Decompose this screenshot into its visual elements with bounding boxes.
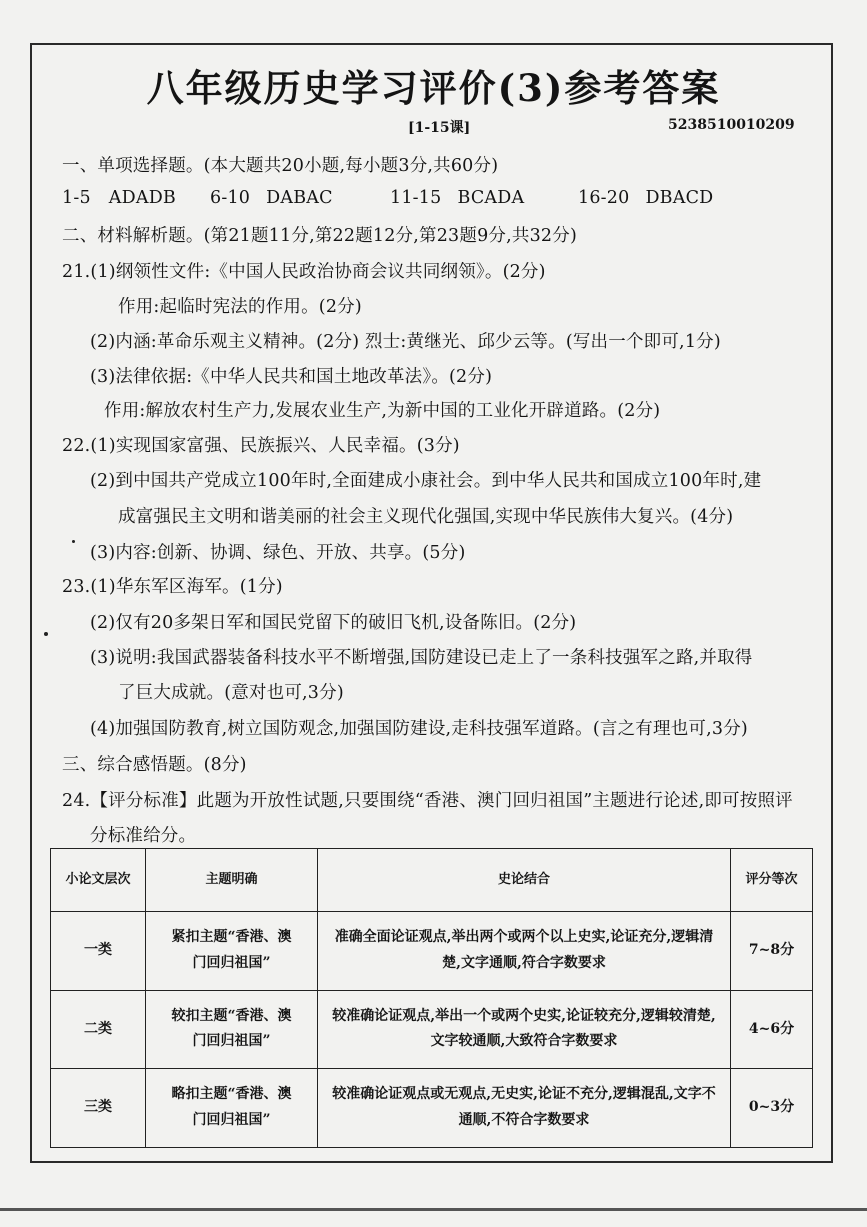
answer-range-4: 16-20 DBACD xyxy=(578,188,714,208)
evidence-cell: 较准确论证观点,举出一个或两个史实,论证较充分,逻辑较清楚,文字较通顺,大致符合字数要求 xyxy=(318,990,731,1069)
q22-part1: 22.(1)实现国家富强、民族振兴、人民幸福。(3分) xyxy=(62,436,460,456)
level-cell: 一类 xyxy=(51,912,146,991)
q22-part2-line1: (2)到中国共产党成立100年时,全面建成小康社会。到中华人民共和国成立100年时,建 xyxy=(90,471,762,491)
answer-range-3: 11-15 BCADA xyxy=(390,188,525,208)
q24-line1: 24.【评分标准】此题为开放性试题,只要围绕“香港、澳门回归祖国”主题进行论述,即可按照评 xyxy=(62,791,793,811)
theme-cell: 紧扣主题“香港、澳门回归祖国” xyxy=(146,912,318,991)
q21-part3: (3)法律依据:《中华人民共和国土地改革法》。(2分) xyxy=(90,367,493,387)
answer-range-1: 1-5 ADADB xyxy=(62,188,176,208)
q22-part2-line2: 成富强民主文明和谐美丽的社会主义现代化强国,实现中华民族伟大复兴。(4分) xyxy=(118,507,734,527)
header-evidence: 史论结合 xyxy=(318,849,731,912)
answer-range-2: 6-10 DABAC xyxy=(210,188,333,208)
table-row xyxy=(51,912,813,991)
table-header-row xyxy=(51,849,813,912)
score-cell: 4~6分 xyxy=(731,990,813,1069)
section1-heading: 一、单项选择题。(本大题共20小题,每小题3分,共60分) xyxy=(62,156,499,176)
theme-cell: 较扣主题“香港、澳门回归祖国” xyxy=(146,990,318,1069)
q23-part3-line1: (3)说明:我国武器装备科技水平不断增强,国防建设已走上了一条科技强军之路,并取得 xyxy=(90,648,753,668)
theme-cell: 略扣主题“香港、澳门回归祖国” xyxy=(146,1069,318,1148)
header-score: 评分等次 xyxy=(731,849,813,912)
q21-part1-effect: 作用:起临时宪法的作用。(2分) xyxy=(118,297,362,317)
header-level: 小论文层次 xyxy=(51,849,146,912)
scan-speck xyxy=(44,632,48,636)
section3-heading: 三、综合感悟题。(8分) xyxy=(62,755,247,775)
level-cell: 三类 xyxy=(51,1069,146,1148)
q23-part4: (4)加强国防教育,树立国防观念,加强国防建设,走科技强军道路。(言之有理也可,3分) xyxy=(90,719,748,739)
section2-heading: 二、材料解析题。(第21题11分,第22题12分,第23题9分,共32分) xyxy=(62,226,577,246)
score-cell: 0~3分 xyxy=(731,1069,813,1148)
page-title: 八年级历史学习评价(3)参考答案 xyxy=(146,66,721,110)
q22-part3: (3)内容:创新、协调、绿色、开放、共享。(5分) xyxy=(90,543,466,563)
q23-part1: 23.(1)华东军区海军。(1分) xyxy=(62,577,283,597)
q23-part3-line2: 了巨大成就。(意对也可,3分) xyxy=(118,683,344,703)
q23-part2: (2)仅有20多架日军和国民党留下的破旧飞机,设备陈旧。(2分) xyxy=(90,613,577,633)
q24-line2: 分标准给分。 xyxy=(90,826,197,846)
scoring-table xyxy=(50,848,813,1148)
lesson-range: [1-15课] xyxy=(408,120,471,136)
table-row xyxy=(51,990,813,1069)
page-bottom-edge xyxy=(0,1208,867,1211)
doc-code: 5238510010209 xyxy=(668,117,795,133)
level-cell: 二类 xyxy=(51,990,146,1069)
evidence-cell: 较准确论证观点或无观点,无史实,论证不充分,逻辑混乱,文字不通顺,不符合字数要求 xyxy=(318,1069,731,1148)
q21-part1: 21.(1)纲领性文件:《中国人民政治协商会议共同纲领》。(2分) xyxy=(62,262,546,282)
header-theme: 主题明确 xyxy=(146,849,318,912)
evidence-cell: 准确全面论证观点,举出两个或两个以上史实,论证充分,逻辑清楚,文字通顺,符合字数要求 xyxy=(318,912,731,991)
score-cell: 7~8分 xyxy=(731,912,813,991)
scan-speck xyxy=(72,540,75,543)
table-row xyxy=(51,1069,813,1148)
q21-part3-effect: 作用:解放农村生产力,发展农业生产,为新中国的工业化开辟道路。(2分) xyxy=(104,401,661,421)
q21-part2: (2)内涵:革命乐观主义精神。(2分) 烈士:黄继光、邱少云等。(写出一个即可,1分) xyxy=(90,332,721,352)
